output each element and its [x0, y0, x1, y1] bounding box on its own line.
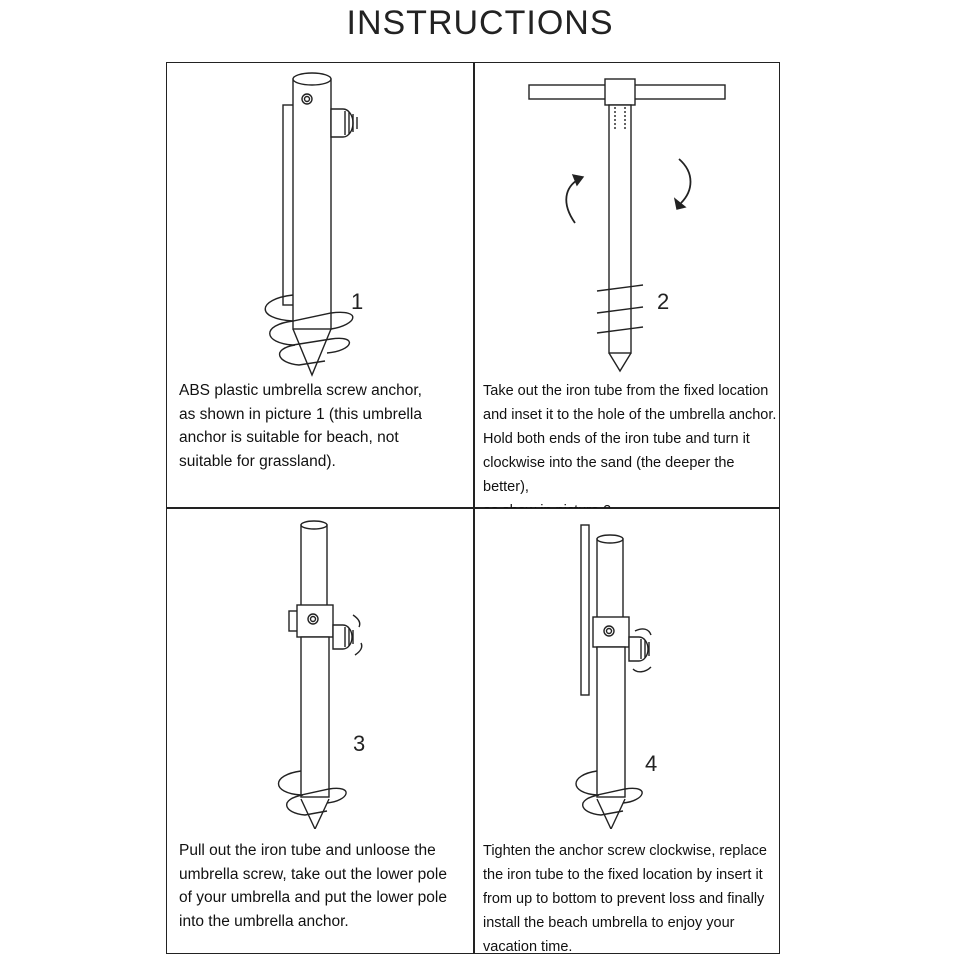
page-title: INSTRUCTIONS — [346, 4, 614, 42]
screw-anchor-illustration — [167, 63, 475, 383]
step-caption: ABS plastic umbrella screw anchor, as shown in picture 1 (this umbrella anchor is suitable for beach, not suitable for grassland). — [179, 382, 422, 470]
instruction-panel-4 — [474, 508, 780, 954]
instruction-panel-1 — [166, 62, 474, 508]
instruction-panel-2 — [474, 62, 780, 508]
step-caption: Tighten the anchor screw clockwise, replace the iron tube to the fixed location by insert it from up to bottom to prevent loss and finally install the beach umbrella to enjoy your vacation time. — [483, 843, 767, 955]
step-number: 1 — [351, 289, 364, 314]
step-caption: Pull out the iron tube and unloose the umbrella screw, take out the lower pole of your umbrella and put the lower pole into the umbrella anchor. — [179, 842, 447, 930]
t-handle-tube-illustration — [475, 63, 781, 383]
instruction-panel-3 — [166, 508, 474, 954]
tighten-screw-illustration — [475, 509, 781, 829]
step-number: 3 — [353, 731, 366, 756]
step-number: 2 — [657, 289, 670, 314]
step-caption: Take out the iron tube from the fixed location and inset it to the hole of the umbrella anchor. Hold both ends of the iron tube and turn it clockwise into the sand (the deeper the better), — [483, 383, 777, 495]
step-number: 4 — [645, 751, 658, 776]
loosen-screw-illustration — [167, 509, 475, 829]
